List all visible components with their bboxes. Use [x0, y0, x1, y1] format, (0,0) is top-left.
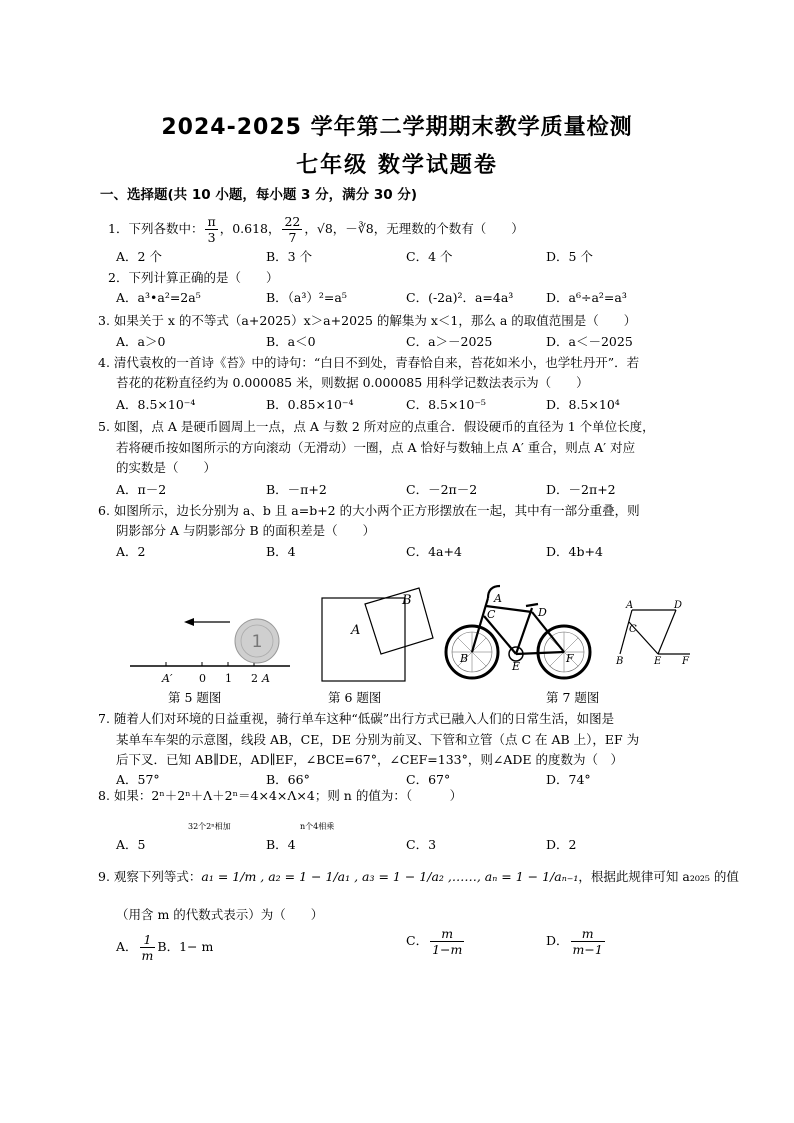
arrow-head [184, 618, 194, 626]
schematic-label-d: D [674, 600, 683, 611]
q9-prefix: 9. 观察下列等式： [98, 869, 202, 884]
q1-mid: ，0.618， [219, 221, 281, 236]
question-9-line-2: （用含 m 的代数式表示）为（ ） [116, 907, 324, 922]
segment-de [658, 610, 676, 654]
q9-option-c-fraction: $\frac{m}{1-m}$ [432, 926, 463, 957]
question-6-line-2: 阴影部分 A 与阴影部分 B 的面积差是（ ） [116, 523, 376, 538]
figure-5-caption: 第 5 题图 [168, 690, 222, 705]
bike-label-a: A [494, 592, 502, 605]
q4-option-b: B．0.85×10⁻⁴ [266, 397, 354, 412]
figure-7-bicycle [442, 578, 594, 683]
figure-6-squares [315, 578, 445, 688]
question-1-stem [108, 214, 524, 245]
question-4-line-1: 4. 清代袁枚的一首诗《苔》中的诗句：“白日不到处，青春恰自来，苔花如米小，也学牡丹开”．若 [98, 355, 640, 370]
question-7-line-2: 某单车车架的示意图，线段 AB，CE，DE 分别为前叉、下管和立管（点 C 在 AB 上），EF 为 [116, 732, 640, 747]
bike-label-d: D [538, 606, 547, 619]
question-7-line-3: 后下叉．已知 AB∥DE，AD∥EF，∠BCE=67°，∠CEF=133°，则∠ADE 的度数为（ ） [116, 752, 623, 767]
q8-prefix: 8. 如果： [98, 788, 152, 803]
q8-option-d: D．2 [546, 837, 577, 852]
schematic-label-e: E [654, 656, 662, 667]
q8-suffix: ；则 n 的值为：（ ） [314, 788, 463, 803]
q2-option-d: D．a⁶÷a²=a³ [546, 290, 627, 305]
exam-subtitle: 七年级 数学试题卷 [296, 153, 498, 178]
q5-option-a: A．π－2 [116, 482, 167, 497]
q9-option-d-fraction: $\frac{m}{m-1}$ [572, 926, 603, 957]
q9-option-a-fraction: $\frac{1}{m}$ [141, 932, 154, 963]
schematic-label-a: A [626, 600, 634, 611]
q1-option-b: B．3 个 [266, 249, 313, 264]
q1-prefix: 1．下列各数中： [108, 221, 204, 236]
schematic-label-f: F [682, 656, 689, 667]
q3-option-a: A．a＞0 [116, 334, 166, 349]
q2-option-c: C．(-2a)²．a=4a³ [406, 290, 514, 305]
bike-frame [472, 586, 564, 654]
bike-label-e: E [512, 660, 521, 673]
bike-label-c: C [487, 608, 496, 621]
exam-title: 2024-2025 学年第二学期期末教学质量检测 [161, 115, 633, 140]
q5-option-c: C．－2π－2 [406, 482, 478, 497]
axis-label-a-prime: A′ [162, 672, 173, 685]
region-a-label: A [351, 623, 361, 638]
q2-option-b: B．（a³）²=a⁵ [266, 290, 347, 305]
axis-label-1: 1 [225, 672, 232, 685]
q8-note-32-terms: 32个2ⁿ相加 [188, 822, 231, 831]
q1-option-a: A．2 个 [116, 249, 162, 264]
q5-option-d: D．－2π+2 [546, 482, 616, 497]
question-5-line-3: 的实数是（ ） [116, 460, 217, 475]
section-heading: 一、选择题(共 10 小题，每小题 3 分，满分 30 分) [100, 187, 418, 203]
axis-label-0: 0 [199, 672, 206, 685]
axis-label-a: A [262, 672, 270, 685]
q8-option-b: B．4 [266, 837, 296, 852]
q9-option-b: B．1− m [157, 939, 214, 954]
q7-option-b: B．66° [266, 772, 310, 787]
q6-option-b: B．4 [266, 544, 296, 559]
figure-7-caption: 第 7 题图 [546, 690, 600, 705]
axis-label-2: 2 [251, 672, 258, 685]
q9-suffix: ，根据此规律可知 a₂₀₂₅ 的值 [578, 869, 739, 884]
schematic-label-c: C [629, 624, 637, 635]
q1-option-d: D．5 个 [546, 249, 593, 264]
big-square [322, 598, 405, 681]
q3-option-b: B．a＜0 [266, 334, 316, 349]
q4-option-a: A．8.5×10⁻⁴ [116, 397, 196, 412]
q9-option-c: C． $\frac{m}{1-m}$ [406, 926, 463, 957]
question-4-line-2: 苔花的花粉直径约为 0.000085 米，则数据 0.000085 用科学记数法表示为（ ） [116, 375, 589, 390]
q9-recurrence-formula: a₁ = 1/m , a₂ = 1 − 1/a₁ , a₃ = 1 − 1/a₂ ,……, aₙ = 1 − 1/aₙ₋₁ [201, 869, 579, 884]
question-9-stem [98, 868, 739, 886]
question-5-line-2: 若将硬币按如图所示的方向滚动（无滑动）一圈，点 A 恰好与数轴上点 A′ 重合，则点 A′ 对应 [116, 440, 636, 455]
q2-option-a: A．a³•a²=2a⁵ [116, 290, 201, 305]
question-5-line-1: 5. 如图，点 A 是硬币圆周上一点，点 A 与数 2 所对应的点重合．假设硬币的直径为 1 个单位长度， [98, 419, 655, 434]
bike-label-f: F [566, 652, 574, 665]
coin-text: 1 [251, 632, 263, 652]
figure-6-caption: 第 6 题图 [328, 690, 382, 705]
figure-5-number-line [120, 590, 300, 690]
q6-option-a: A．2 [116, 544, 146, 559]
fraction-22-over-7: $\frac{22}{7}$ [284, 214, 301, 245]
q7-option-a: A．57° [116, 772, 160, 787]
q8-option-c: C．3 [406, 837, 437, 852]
region-b-label: B [402, 593, 412, 608]
q6-option-c: C．4a+4 [406, 544, 462, 559]
q6-option-d: D．4b+4 [546, 544, 603, 559]
question-7-line-1: 7. 随着人们对环境的日益重视，骑行单车这种“低碳”出行方式已融入人们的日常生活，如图是 [98, 711, 615, 726]
q3-option-d: D．a＜－2025 [546, 334, 633, 349]
q8-option-a: A．5 [116, 837, 146, 852]
question-2-stem: 2．下列计算正确的是（ ） [108, 270, 279, 285]
q8-equation: 2ⁿ＋2ⁿ＋Λ＋2ⁿ＝4×4×Λ×4 [151, 788, 315, 803]
figure-7-schematic [610, 598, 700, 668]
question-8-stem [98, 787, 462, 805]
q9-option-a-b: A． $\frac{1}{m}$ B．1− m [116, 932, 214, 963]
q7-option-d: D．74° [546, 772, 591, 787]
question-3-stem: 3. 如果关于 x 的不等式（a+2025）x＞a+2025 的解集为 x＜1，那么 a 的取值范围是（ ） [98, 313, 637, 328]
q9-option-d: D． $\frac{m}{m-1}$ [546, 926, 603, 957]
q8-note-n-factors: n个4相乘 [300, 822, 335, 831]
q1-option-c: C．4 个 [406, 249, 453, 264]
q1-rest: ，√8，－∛8，无理数的个数有（ ） [304, 221, 524, 236]
q7-option-c: C．67° [406, 772, 451, 787]
q4-option-d: D．8.5×10⁴ [546, 397, 620, 412]
q4-option-c: C．8.5×10⁻⁵ [406, 397, 486, 412]
bike-label-b: B [460, 652, 469, 665]
q3-option-c: C．a＞－2025 [406, 334, 493, 349]
schematic-label-b: B [616, 656, 624, 667]
question-6-line-1: 6. 如图所示，边长分别为 a、b 且 a=b+2 的大小两个正方形摆放在一起，其中有一部分重叠，则 [98, 503, 640, 518]
q5-option-b: B．－π+2 [266, 482, 327, 497]
fraction-pi-over-3: $\frac{\pi}{3}$ [207, 214, 216, 245]
